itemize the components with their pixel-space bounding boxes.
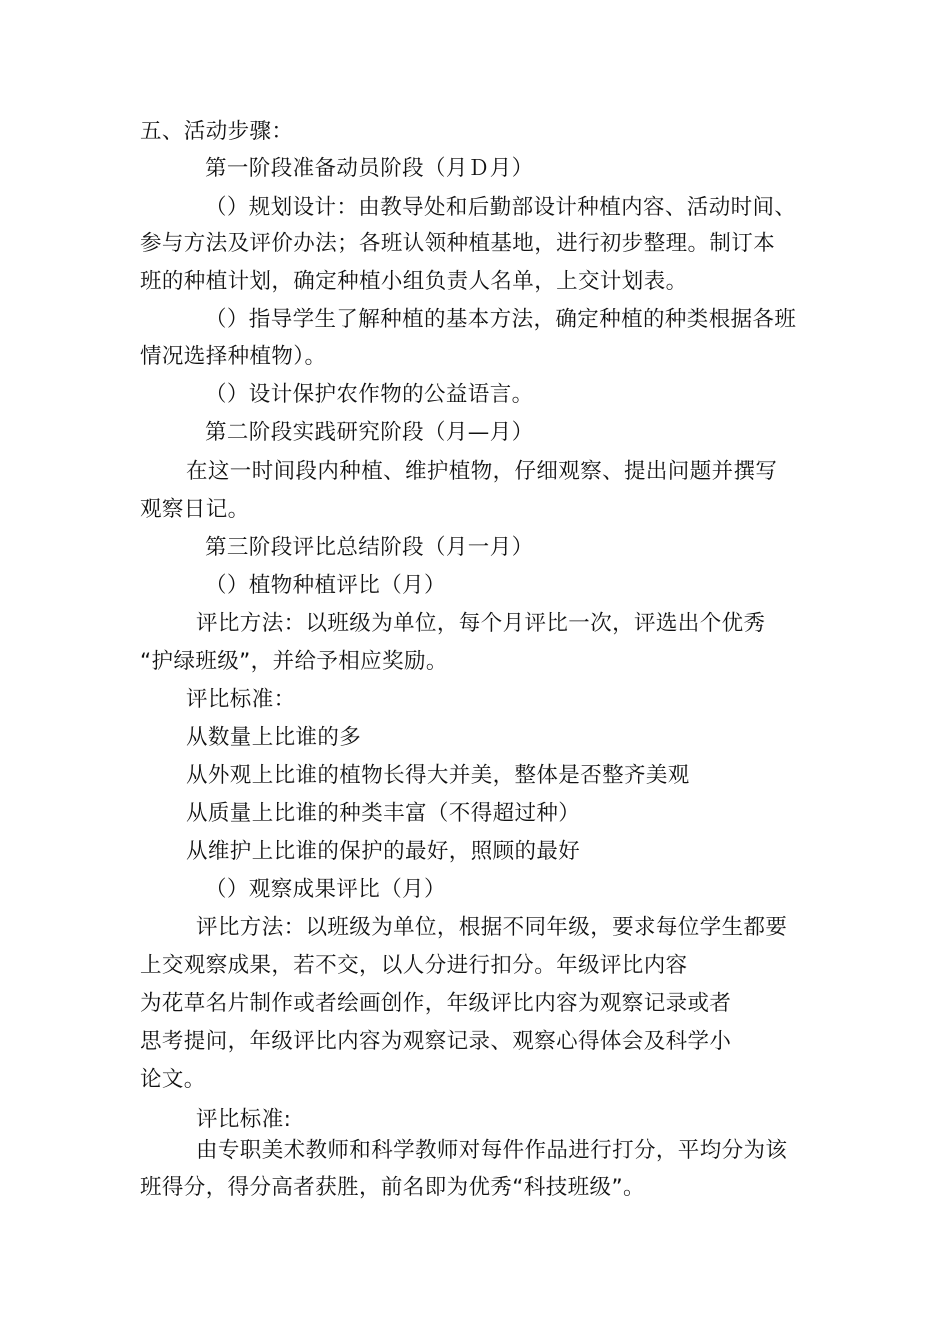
paragraph-line: 论文。 bbox=[140, 1067, 206, 1092]
paragraph-line: 评比方法：以班级为单位，根据不同年级，要求每位学生都要 bbox=[196, 915, 788, 940]
stage-two-heading: 第二阶段实践研究阶段（月—月） bbox=[205, 420, 534, 445]
paragraph-line: 观察日记。 bbox=[140, 497, 250, 522]
criteria-heading: 评比标准： bbox=[186, 687, 296, 712]
paragraph-line: “护绿班级”，并给予相应奖励。 bbox=[140, 649, 448, 674]
paragraph-line: 情况选择种植物）。 bbox=[140, 344, 327, 369]
section-heading-activity-steps: 五、活动步骤： bbox=[140, 119, 294, 144]
paragraph-line: 为花草名片制作或者绘画创作，年级评比内容为观察记录或者 bbox=[140, 991, 732, 1016]
subsection-heading: （）观察成果评比（月） bbox=[205, 877, 446, 902]
subsection-heading: （）植物种植评比（月） bbox=[205, 573, 446, 598]
criteria-heading: 评比标准: bbox=[196, 1107, 292, 1132]
paragraph-line: 评比方法：以班级为单位，每个月评比一次，评选出个优秀 bbox=[196, 611, 766, 636]
paragraph-line: （）设计保护农作物的公益语言。 bbox=[205, 382, 534, 407]
paragraph-line: 班得分，得分高者获胜，前名即为优秀“科技班级”。 bbox=[140, 1175, 645, 1200]
paragraph-line: 班的种植计划，确定种植小组负责人名单，上交计划表。 bbox=[140, 269, 688, 294]
paragraph-line: 由专职美术教师和科学教师对每件作品进行打分，平均分为该 bbox=[196, 1138, 788, 1163]
paragraph-line: 参与方法及评价办法；各班认领种植基地，进行初步整理。制订本 bbox=[140, 231, 776, 256]
paragraph-line: （）指导学生了解种植的基本方法，确定种植的种类根据各班 bbox=[205, 307, 797, 332]
stage-one-heading: 第一阶段准备动员阶段（月Ｄ月） bbox=[205, 156, 534, 181]
paragraph-line: 在这一时间段内种植、维护植物，仔细观察、提出问题并撰写 bbox=[186, 459, 778, 484]
criteria-item: 从数量上比谁的多 bbox=[186, 725, 362, 750]
criteria-item: 从质量上比谁的种类丰富（不得超过种） bbox=[186, 801, 581, 826]
paragraph-line: 思考提问，年级评比内容为观察记录、观察心得体会及科学小 bbox=[140, 1029, 732, 1054]
criteria-item: 从维护上比谁的保护的最好，照顾的最好 bbox=[186, 839, 581, 864]
paragraph-line: 上交观察成果，若不交，以人分进行扣分。年级评比内容 bbox=[140, 953, 688, 978]
stage-three-heading: 第三阶段评比总结阶段（月一月） bbox=[205, 535, 534, 560]
criteria-item: 从外观上比谁的植物长得大并美，整体是否整齐美观 bbox=[186, 763, 690, 788]
paragraph-line: （）规划设计：由教导处和后勤部设计种植内容、活动时间、 bbox=[205, 195, 797, 220]
